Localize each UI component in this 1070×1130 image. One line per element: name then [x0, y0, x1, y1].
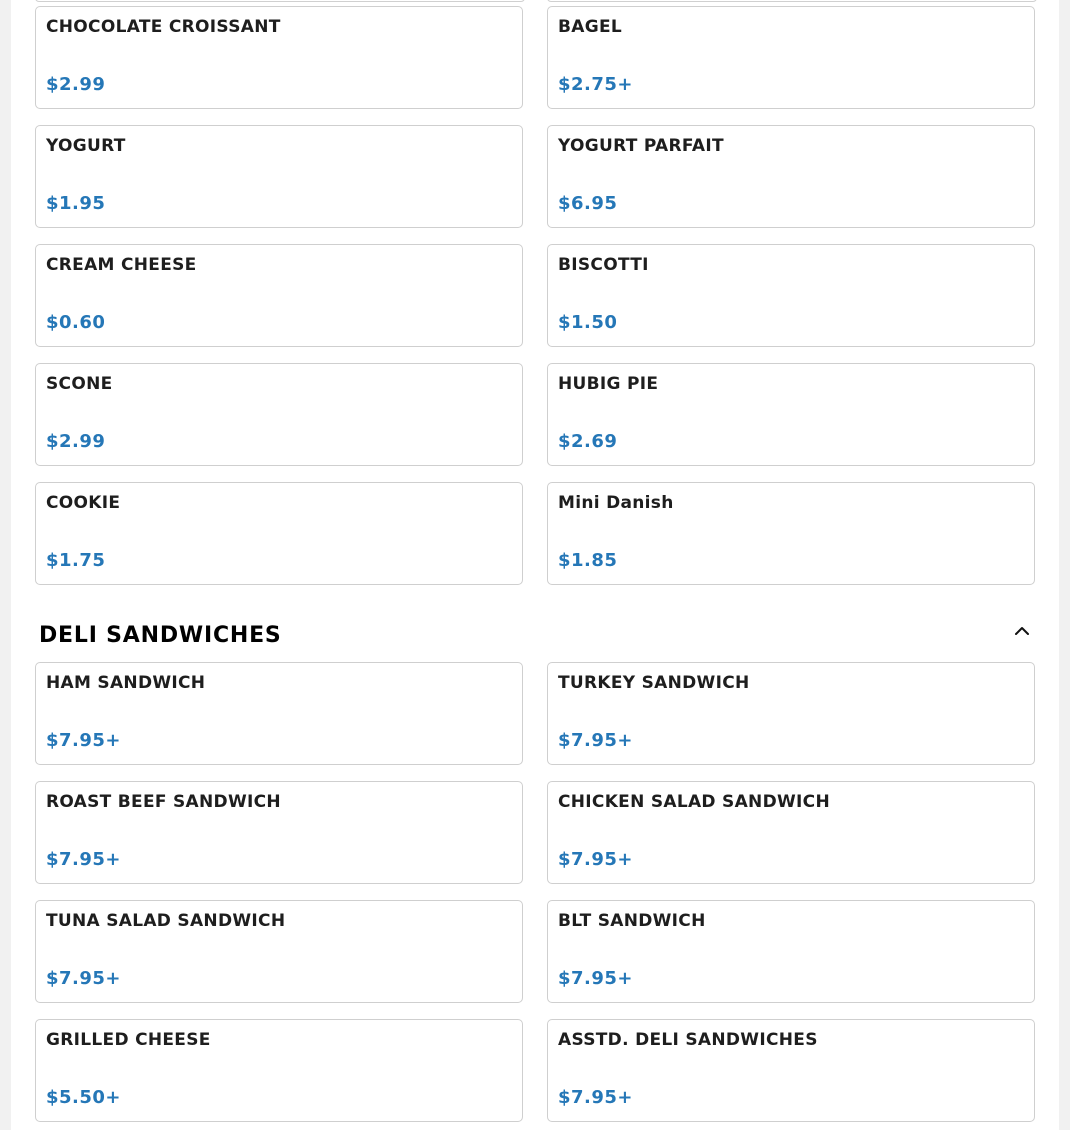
menu-item-card[interactable] — [547, 900, 1035, 1003]
item-price: $7.95+ — [558, 849, 634, 870]
item-name: BISCOTTI — [558, 255, 649, 275]
item-price: $7.95+ — [558, 730, 634, 751]
menu-item-card[interactable] — [35, 482, 523, 585]
item-price: $7.95+ — [46, 849, 122, 870]
menu-item-card[interactable] — [35, 900, 523, 1003]
menu-item-card[interactable] — [35, 1019, 523, 1122]
item-name: HUBIG PIE — [558, 374, 659, 394]
menu-item-card[interactable] — [547, 363, 1035, 466]
chevron-up-icon[interactable] — [1011, 620, 1033, 642]
menu-item-card[interactable] — [547, 125, 1035, 228]
item-name: BLT SANDWICH — [558, 911, 706, 931]
bakery-items-grid — [35, 6, 1035, 585]
menu-item-card-partial[interactable] — [547, 0, 1037, 2]
menu-item-card[interactable] — [35, 662, 523, 765]
menu-item-card[interactable] — [547, 6, 1035, 109]
menu-item-card[interactable] — [547, 244, 1035, 347]
menu-item-card[interactable] — [35, 6, 523, 109]
deli-sandwiches-grid — [35, 662, 1035, 1122]
item-name: YOGURT — [46, 136, 126, 156]
item-name: Mini Danish — [558, 493, 674, 513]
menu-item-card-partial[interactable] — [35, 0, 525, 2]
item-name: SCONE — [46, 374, 113, 394]
item-name: CHOCOLATE CROISSANT — [46, 17, 281, 37]
item-price: $1.50 — [558, 312, 618, 333]
item-price: $2.69 — [558, 431, 618, 452]
section-title: DELI SANDWICHES — [39, 623, 282, 648]
item-price: $1.85 — [558, 550, 618, 571]
item-price: $7.95+ — [558, 1087, 634, 1108]
item-price: $2.99 — [46, 431, 106, 452]
item-name: ASSTD. DELI SANDWICHES — [558, 1030, 818, 1050]
item-name: TUNA SALAD SANDWICH — [46, 911, 286, 931]
item-price: $2.99 — [46, 74, 106, 95]
item-name: TURKEY SANDWICH — [558, 673, 750, 693]
item-price: $0.60 — [46, 312, 106, 333]
deli-sandwiches-section-header[interactable] — [35, 612, 1035, 656]
menu-item-card[interactable] — [35, 244, 523, 347]
menu-item-card[interactable] — [35, 781, 523, 884]
item-name: HAM SANDWICH — [46, 673, 206, 693]
item-price: $2.75+ — [558, 74, 634, 95]
item-name: GRILLED CHEESE — [46, 1030, 211, 1050]
item-name: BAGEL — [558, 17, 623, 37]
menu-item-card[interactable] — [547, 1019, 1035, 1122]
item-price: $7.95+ — [558, 968, 634, 989]
item-name: ROAST BEEF SANDWICH — [46, 792, 281, 812]
item-name: YOGURT PARFAIT — [558, 136, 724, 156]
menu-page — [11, 0, 1059, 1130]
menu-item-card[interactable] — [547, 781, 1035, 884]
item-price: $1.95 — [46, 193, 106, 214]
item-price: $7.95+ — [46, 730, 122, 751]
item-price: $6.95 — [558, 193, 618, 214]
menu-item-card[interactable] — [35, 363, 523, 466]
item-price: $5.50+ — [46, 1087, 122, 1108]
menu-item-card[interactable] — [547, 482, 1035, 585]
item-price: $1.75 — [46, 550, 106, 571]
menu-item-card[interactable] — [35, 125, 523, 228]
menu-item-card[interactable] — [547, 662, 1035, 765]
item-name: CREAM CHEESE — [46, 255, 197, 275]
item-price: $7.95+ — [46, 968, 122, 989]
item-name: CHICKEN SALAD SANDWICH — [558, 792, 830, 812]
item-name: COOKIE — [46, 493, 121, 513]
